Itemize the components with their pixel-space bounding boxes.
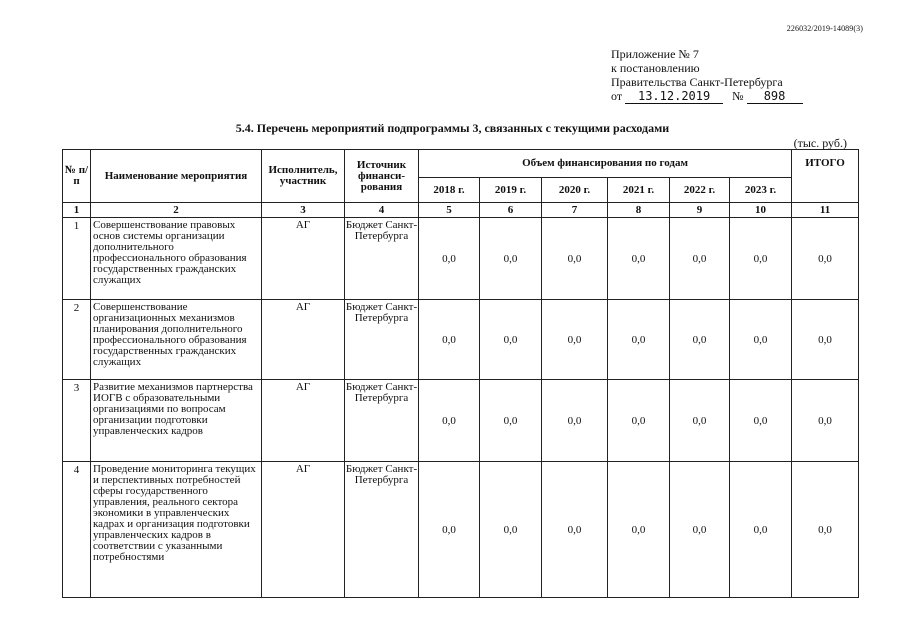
year-value-cell: 0,0: [480, 380, 542, 462]
year-value-cell: 0,0: [419, 218, 480, 300]
column-number: 6: [480, 203, 542, 218]
decree-date: 13.12.2019: [625, 89, 723, 104]
year-value-cell: 0,0: [419, 380, 480, 462]
column-number: 10: [730, 203, 792, 218]
funding-source-cell: Бюджет Санкт-Петербурга: [345, 218, 419, 300]
year-value-cell: 0,0: [730, 380, 792, 462]
activity-name: Развитие механизмов партнерства ИОГВ с образовательными организациями по вопросам организации подготовки управленческих кадров: [91, 380, 262, 462]
table-row: [63, 300, 859, 380]
year-value-cell: 0,0: [608, 380, 670, 462]
column-number: 3: [262, 203, 345, 218]
table-row: [63, 380, 859, 462]
executor-cell: АГ: [262, 218, 345, 300]
year-value-cell: 0,0: [419, 462, 480, 598]
appendix-line-1: Приложение № 7: [611, 47, 699, 61]
column-number: 9: [670, 203, 730, 218]
activities-table: [62, 149, 859, 598]
header-num: № п/п: [63, 150, 91, 203]
total-value-cell: 0,0: [792, 380, 859, 462]
funding-source-cell: Бюджет Санкт-Петербурга: [345, 462, 419, 598]
activity-name: Совершенствование правовых основ системы организации дополнительного профессионального образования государственных гражданских служащих: [91, 218, 262, 300]
document-title: 5.4. Перечень мероприятий подпрограммы 3, связанных с текущими расходами: [235, 121, 670, 135]
activity-name: Совершенствование организационных механизмов планирования дополнительного профессионального образования государственных гражданских служащих: [91, 300, 262, 380]
from-label: от: [611, 89, 623, 103]
year-value-cell: 0,0: [419, 300, 480, 380]
row-number: 4: [63, 462, 91, 598]
year-value-cell: 0,0: [670, 462, 730, 598]
header-year: 2019 г.: [480, 178, 542, 203]
column-number: 7: [542, 203, 608, 218]
header-year: 2020 г.: [542, 178, 608, 203]
header-executor: Исполнитель, участник: [262, 150, 345, 203]
header-financing: Объем финансирования по годам: [419, 150, 792, 178]
year-value-cell: 0,0: [542, 462, 608, 598]
year-value-cell: 0,0: [542, 380, 608, 462]
executor-cell: АГ: [262, 300, 345, 380]
appendix-line-3: Правительства Санкт-Петербурга: [611, 75, 783, 89]
year-value-cell: 0,0: [608, 300, 670, 380]
year-value-cell: 0,0: [670, 300, 730, 380]
header-source: Источник финанси-рования: [345, 150, 419, 203]
year-value-cell: 0,0: [730, 462, 792, 598]
decree-number: 898: [747, 89, 803, 104]
year-value-cell: 0,0: [670, 218, 730, 300]
funding-source-cell: Бюджет Санкт-Петербурга: [345, 300, 419, 380]
year-value-cell: 0,0: [480, 462, 542, 598]
header-year: 2021 г.: [608, 178, 670, 203]
total-value-cell: 0,0: [792, 300, 859, 380]
header-name: Наименование мероприятия: [91, 150, 262, 203]
year-value-cell: 0,0: [670, 380, 730, 462]
header-total: ИТОГО: [792, 150, 859, 203]
column-number-row: [63, 203, 859, 218]
units-label: (тыс. руб.): [793, 136, 847, 150]
row-number: 2: [63, 300, 91, 380]
appendix-block: [611, 47, 803, 104]
table-row: [63, 218, 859, 300]
header-year: 2022 г.: [670, 178, 730, 203]
year-value-cell: 0,0: [542, 300, 608, 380]
row-number: 3: [63, 380, 91, 462]
year-value-cell: 0,0: [608, 462, 670, 598]
column-number: 8: [608, 203, 670, 218]
funding-source-cell: Бюджет Санкт-Петербурга: [345, 380, 419, 462]
table-row: [63, 462, 859, 598]
executor-cell: АГ: [262, 462, 345, 598]
document-id: 226032/2019-14089(3): [786, 24, 863, 33]
header-year: 2023 г.: [730, 178, 792, 203]
year-value-cell: 0,0: [542, 218, 608, 300]
total-value-cell: 0,0: [792, 218, 859, 300]
year-value-cell: 0,0: [730, 300, 792, 380]
row-number: 1: [63, 218, 91, 300]
column-number: 4: [345, 203, 419, 218]
column-number: 1: [63, 203, 91, 218]
executor-cell: АГ: [262, 380, 345, 462]
column-number: 11: [792, 203, 859, 218]
year-value-cell: 0,0: [480, 300, 542, 380]
appendix-date-line: [611, 89, 803, 104]
column-number: 2: [91, 203, 262, 218]
activity-name: Проведение мониторинга текущих и перспективных потребностей сферы государственного управления, реального сектора экономики в управленческих кадрах и организация подготовки управленческих кадров в соответствии с указанными потребностями: [91, 462, 262, 598]
number-label: №: [732, 89, 744, 103]
header-year: 2018 г.: [419, 178, 480, 203]
year-value-cell: 0,0: [608, 218, 670, 300]
column-number: 5: [419, 203, 480, 218]
total-value-cell: 0,0: [792, 462, 859, 598]
year-value-cell: 0,0: [730, 218, 792, 300]
year-value-cell: 0,0: [480, 218, 542, 300]
appendix-line-2: к постановлению: [611, 61, 700, 75]
